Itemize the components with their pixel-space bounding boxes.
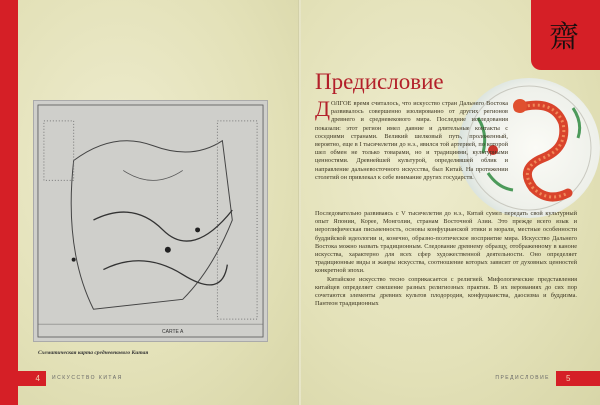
body-text-bottom [315, 210, 577, 308]
map-caption: Схематическая карта средневекового Китая [38, 350, 149, 356]
paragraph-1-continued: Последовательно развиваясь с V тысячелетия до н.э., Китай сумел передать свой культурный опыт Японии, Корее, Монголии, странам Восточной Азии. Это прежде всего язык и иероглифическая письменность, основы конфуцианской этики и морали, местные особенности буддийской идеологии и, конечно, образно-поэтическое восприятие мира. Искусство Дальнего Востока можно назвать традиционным. Следование древнему образцу, отображенному в каноне искусства, характерно для всех сфер художественной деятельности. Оно определяет традиционные виды и жанры искусства, соотношение которых зависит от духовных ценностей конкретной эпохи. [315, 210, 577, 275]
page-number-left: 4 [18, 371, 46, 386]
chapter-title: Предисловие [315, 69, 444, 94]
running-head-right: ПРЕДИСЛОВИЕ [495, 375, 550, 381]
left-page [0, 0, 299, 405]
map-drawing [34, 101, 267, 341]
page-number-right: 5 [556, 371, 600, 386]
chinese-seal-character: 齋 [549, 20, 579, 55]
map-illustration [33, 100, 268, 342]
body-text-top [315, 96, 508, 182]
drop-cap: Д [315, 96, 331, 121]
paragraph-2: Китайское искусство тесно соприкасается с религией. Мифологические представления китайцев определяет смешение разных религиозных практик. В их верованиях до сих пор сочетаются элементы древних культов плодородия, конфуцианства, даосизма и буддизма. Пантеон традиционных [315, 275, 577, 308]
paragraph-1: ОЛГОЕ время считалось, что искусство стран Дальнего Востока развивалось совершенно изолированно от других регионов древнего и средневекового мира. Последние исследования показали: этот регион имел давние и длительные контакты с соседними странами. Великий шелковый путь, проложенный, вероятно, еще в I тысячелетии до н.э., явился той артерией, по которой шел обмен не только товарами, но и традициями, культурными ценностями. Древнейшей культурой, определявшей облик и направление дальневосточного искусства, был Китай. На протяжении столетий он привлекал к себе внимание других государств. [315, 100, 508, 181]
running-head-left: ИСКУССТВО КИТАЯ [52, 375, 123, 381]
map-label: CARTE A [162, 329, 184, 335]
red-edge-strip [0, 0, 18, 405]
